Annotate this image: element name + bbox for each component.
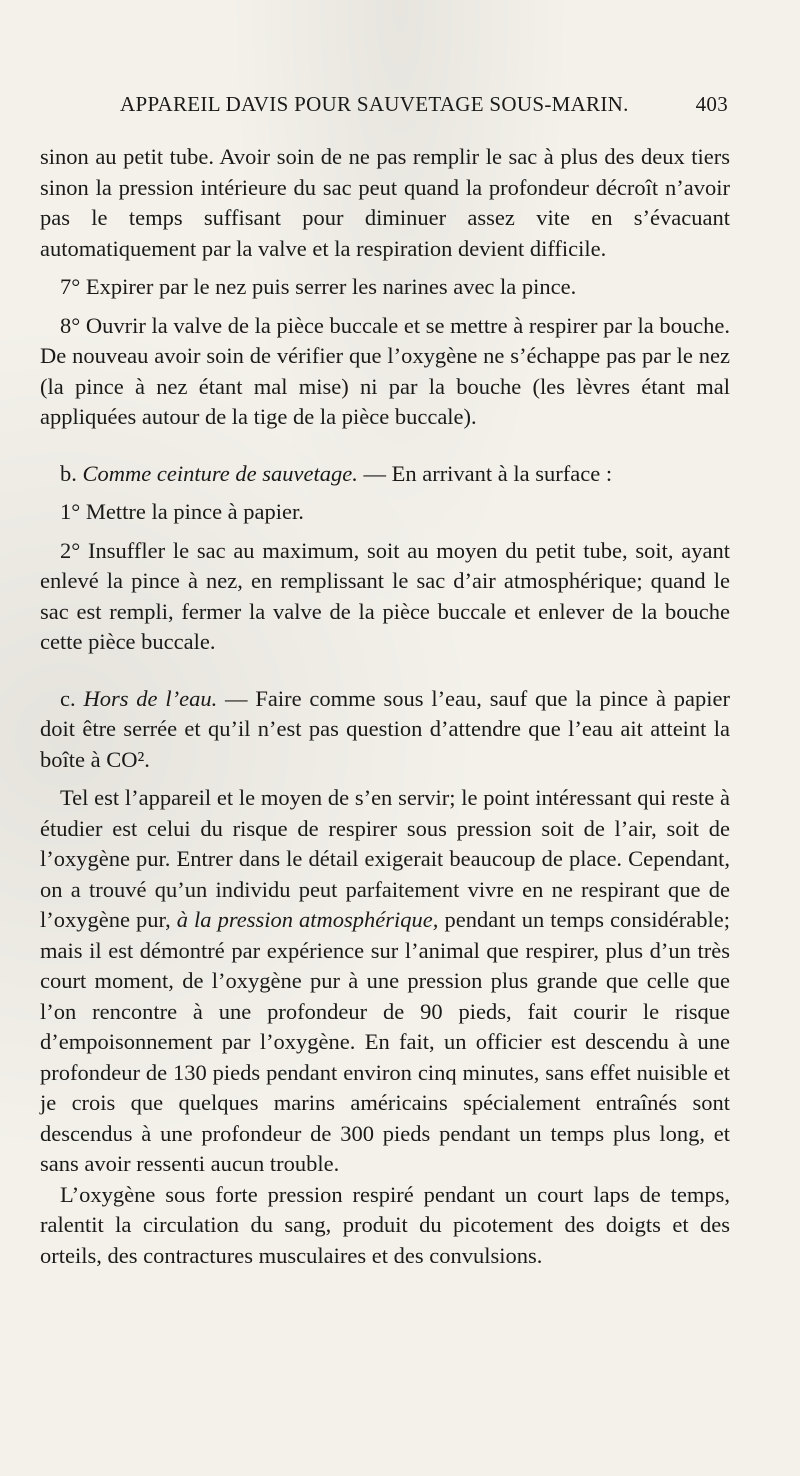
discussion-text-b: pendant un temps considérable; mais il est démontré par expérience sur l’animal que respirer, plus d’un très court moment, de l’oxygène pur à une pression plus grande que celle que l’on rencontre à une profondeur de 90 pieds, fait courir le risque d’empoisonnement par l’oxygène. En fait, un officier est descendu à une profondeur de 130 pieds pendant environ cinq minutes, sans effet nuisible et je crois que quelques marins américains spécialement entraînés sont descendus à une profondeur de 300 pieds pendant un temps plus long, et sans avoir ressenti aucun trouble.	[40, 907, 730, 1176]
section-b-letter: b.	[60, 460, 77, 486]
paragraph-discussion	[40, 783, 730, 1180]
paragraph-section-b	[40, 459, 730, 490]
paragraph-step-7: 7° Expirer par le nez puis serrer les narines avec la pince.	[60, 274, 577, 299]
section-c-letter: c.	[60, 685, 76, 711]
section-c-title: Hors de l’eau.	[83, 685, 218, 711]
section-b-title: Comme ceinture de sauvetage.	[82, 460, 358, 486]
paragraph-b-step-1: 1° Mettre la pince à papier.	[60, 499, 304, 524]
section-c-text: — Faire comme sous l’eau, sauf que la pince à papier doit être serrée et qu’il n’est pas question d’attendre que l’eau ait atteint la boîte à CO².	[40, 685, 731, 772]
paragraph-continuation: sinon au petit tube. Avoir soin de ne pas remplir le sac à plus des deux tiers sinon la pression intérieure du sac peut quand la profondeur décroît n’avoir pas le temps suffisant pour diminuer assez vite en s’évacuant automatiquement par la valve et la respiration devient difficile.	[40, 144, 730, 261]
running-title: APPAREIL DAVIS POUR SAUVETAGE SOUS-MARIN.	[120, 92, 629, 116]
paragraph-oxygen-effects: L’oxygène sous forte pression respiré pendant un court laps de temps, ralentit la circulation du sang, produit du picotement des doigts et des orteils, des contractures musculaires et des convulsions.	[40, 1181, 730, 1268]
paragraph-step-8: 8° Ouvrir la valve de la pièce buccale et se mettre à respirer par la bouche. De nouveau avoir soin de vérifier que l’oxygène ne s’échappe pas par le nez (la pince à nez étant mal mise) ni par la bouche (les lèvres étant mal appliquées autour de la tige de la pièce buccale).	[40, 312, 730, 429]
page-number: 403	[695, 92, 728, 116]
paragraph-b-step-2: 2° Insuffler le sac au maximum, soit au moyen du petit tube, soit, ayant enlevé la pince à nez, en remplissant le sac d’air atmosphérique; quand le sac est rempli, fermer la valve de la pièce buccale et enlever de la bouche cette pièce buccale.	[40, 537, 730, 654]
section-b-text: — En arrivant à la surface :	[357, 460, 613, 486]
discussion-text-a: Tel est l’appareil et le moyen de s’en servir; le point intéressant qui reste à étudier est celui du risque de respirer sous pression soit de l’air, soit de l’oxygène pur. Entrer dans le détail exigerait beaucoup de place. Cependant, on a trouvé qu’un individu peut parfaitement vivre en ne respirant que de l’oxygène pur,	[40, 785, 730, 932]
discussion-italic: à la pression atmosphérique,	[176, 907, 439, 932]
body-text	[40, 142, 730, 1271]
page-header	[120, 92, 740, 126]
paragraph-section-c	[40, 684, 730, 776]
